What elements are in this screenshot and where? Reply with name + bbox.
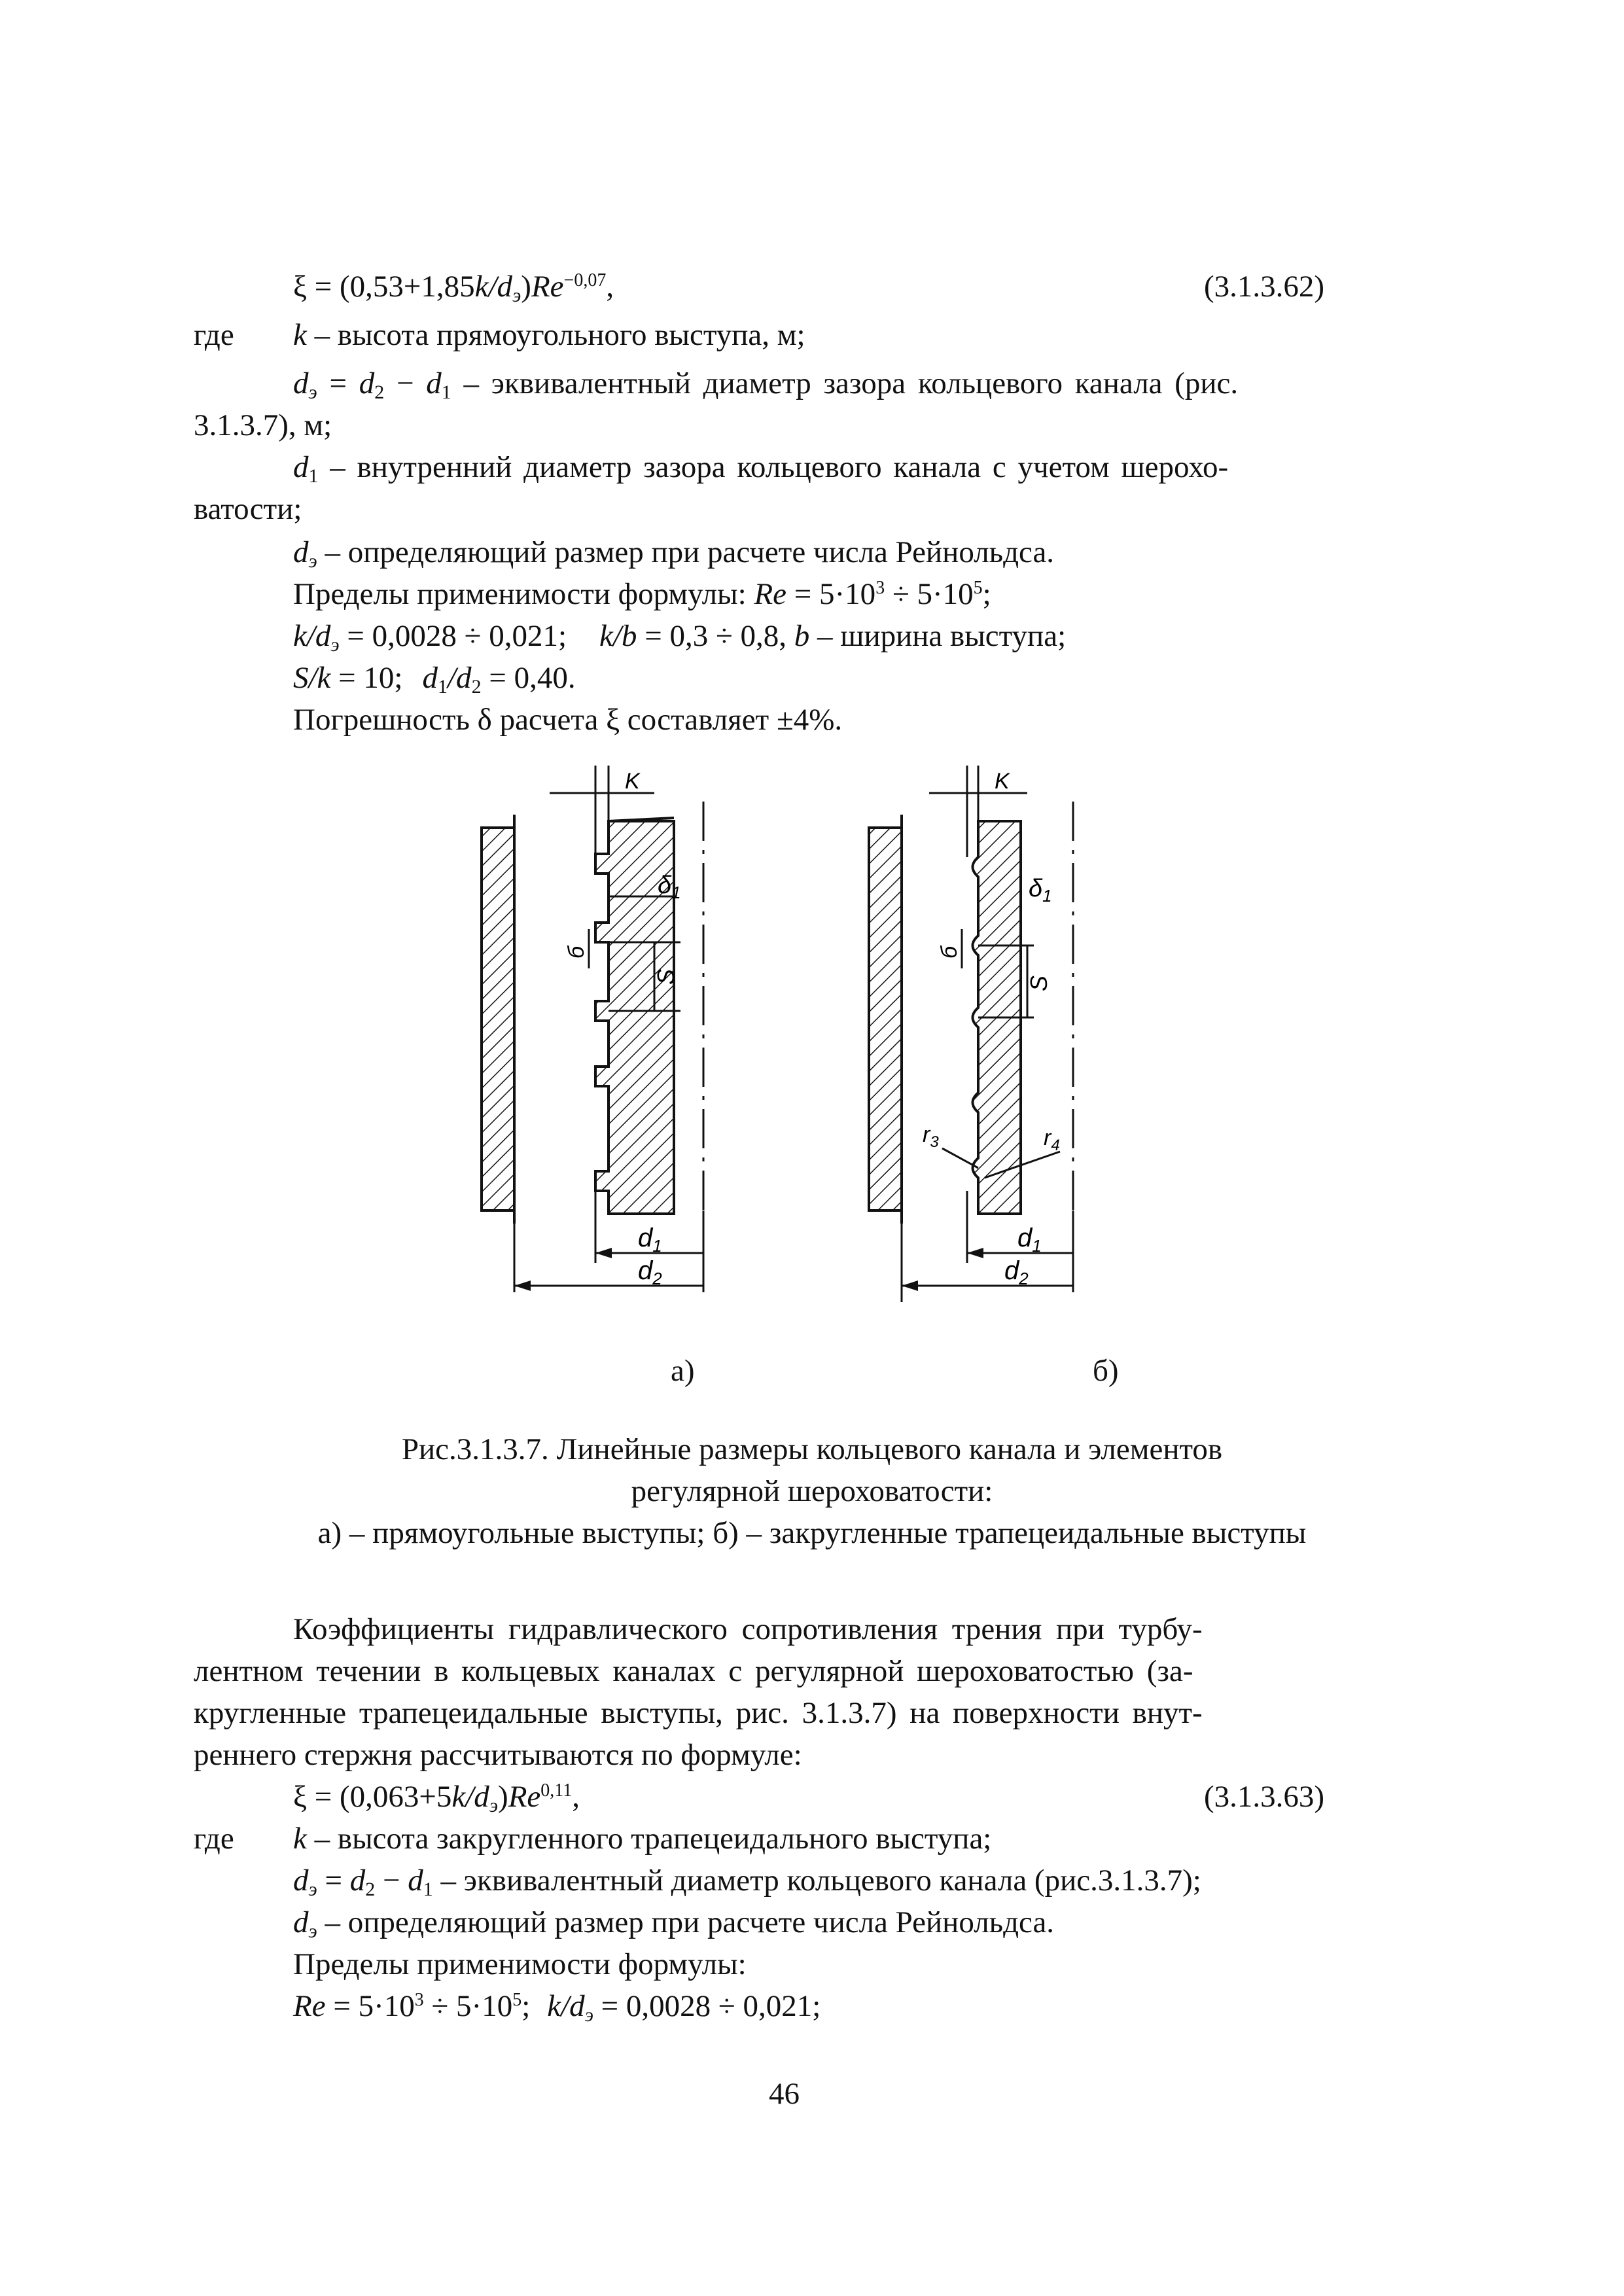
- sub-1: 1: [423, 1879, 433, 1900]
- label-k-b: K: [995, 769, 1010, 794]
- var-re: Re: [531, 270, 564, 304]
- sub-1: 1: [441, 381, 451, 403]
- panel-a-drawing: [482, 766, 703, 1292]
- exponent: 3: [875, 578, 885, 598]
- limits-label: Пределы применимости формулы:: [293, 577, 754, 611]
- label-b-a: б: [564, 945, 589, 959]
- formula-part: = (0,53+1,85: [306, 270, 475, 304]
- equation-number-62: (3.1.3.62): [1204, 270, 1325, 304]
- var-d: /d: [465, 1780, 489, 1814]
- outer-wall-a: [482, 828, 514, 1210]
- figure-caption-line2: регулярной шероховатости:: [631, 1474, 993, 1508]
- var-k: k: [451, 1780, 466, 1814]
- para2-line1: Коэффициенты гидравлического сопротивления трения при турбу-: [293, 1612, 1203, 1646]
- range-part: = 0,0028 ÷ 0,021;: [339, 619, 567, 653]
- exponent: −0,07: [563, 270, 607, 291]
- label-d2-b: $d_2$: [1004, 1256, 1029, 1288]
- def-de-2: [293, 1861, 1201, 1900]
- var-re: Re: [754, 577, 787, 611]
- eq-sign: =: [317, 366, 359, 400]
- sub-e: э: [308, 381, 317, 403]
- minus-sign: −: [384, 366, 427, 400]
- error-statement-1: Погрешность δ расчета ξ составляет ±4%.: [293, 703, 843, 737]
- var-d: d: [293, 535, 309, 569]
- label-b-b: б: [937, 945, 962, 959]
- outer-wall-b: [869, 828, 902, 1210]
- label-r3: $r_3$: [923, 1122, 939, 1151]
- label-d1-b: $d_1$: [1017, 1224, 1042, 1256]
- var-sk: S/k: [293, 661, 331, 695]
- sub-e: э: [330, 634, 340, 656]
- range-part: = 5·10: [786, 577, 876, 611]
- var-k: k: [474, 270, 489, 304]
- where-label-2: где: [194, 1822, 234, 1856]
- var-d: /d: [448, 661, 472, 695]
- var-d: /d: [488, 270, 513, 304]
- range-part: = 0,3 ÷ 0,8,: [637, 619, 794, 653]
- range-part: = 0,0028 ÷ 0,021;: [593, 1989, 821, 2023]
- exponent: 3: [414, 1990, 424, 2010]
- def-text: – эквивалентный диаметр кольцевого канала (рис.3.1.3.7);: [432, 1863, 1201, 1898]
- var-d: d: [293, 450, 309, 484]
- var-kd: k/d: [293, 619, 331, 653]
- range-part: ;: [521, 1989, 531, 2023]
- para2-line4: реннего стержня рассчитываются по формуле:: [194, 1738, 802, 1772]
- def-d1-1-cont: ватости;: [194, 492, 302, 526]
- formula-part: ): [498, 1780, 508, 1814]
- var-b: b: [794, 619, 810, 653]
- sub-2: 2: [365, 1879, 376, 1900]
- para2-line2: лентном течении в кольцевых каналах с регулярной шероховатостью (за-: [194, 1654, 1193, 1688]
- sub-2: 2: [471, 676, 482, 698]
- where-label-1: где: [194, 318, 234, 352]
- page-number: 46: [769, 2077, 800, 2111]
- para2-line3: кругленные трапецеидальные выступы, рис. 3.1.3.7) на поверхности внут-: [194, 1696, 1203, 1730]
- sub-2: 2: [374, 381, 385, 403]
- range-part: = 5·10: [325, 1989, 415, 2023]
- sub-e: э: [308, 1879, 317, 1900]
- formula-part: ,: [572, 1780, 580, 1814]
- equation-number-63: (3.1.3.63): [1204, 1780, 1325, 1814]
- limits-label-2: Пределы применимости формулы:: [293, 1947, 747, 1981]
- label-k-a: K: [625, 769, 640, 794]
- range-part: ÷ 5·10: [885, 577, 974, 611]
- label-s-a: S: [652, 968, 679, 985]
- var-d: d: [349, 1863, 366, 1898]
- var-d: d: [293, 1863, 309, 1898]
- var-re: Re: [508, 1780, 541, 1814]
- var-kb: k/b: [599, 619, 637, 653]
- var-d: d: [359, 366, 375, 400]
- range-part: ÷ 5·10: [423, 1989, 513, 2023]
- label-delta1-a: $\delta_1$: [658, 872, 681, 902]
- var-d: d: [293, 1905, 309, 1939]
- def-text: – определяющий размер при расчете числа Рейнольдса.: [317, 535, 1055, 569]
- arrowhead: [967, 1248, 983, 1258]
- var-k: k: [293, 318, 307, 352]
- xi-symbol: ξ: [293, 1780, 307, 1814]
- def-text: – ширина выступа;: [809, 619, 1067, 653]
- exponent: 5: [973, 578, 983, 598]
- subfigure-b-label: б): [1093, 1354, 1119, 1388]
- def-dr-2: [293, 1903, 1054, 1942]
- figure-caption-line1: Рис.3.1.3.7. Линейные размеры кольцевого канала и элементов: [401, 1432, 1223, 1466]
- var-k: k: [293, 1822, 307, 1856]
- label-r4: $r_4$: [1044, 1125, 1060, 1154]
- label-s-b: S: [1025, 975, 1052, 991]
- def-k-2: [293, 1819, 991, 1858]
- leader-r3: [942, 1148, 978, 1168]
- arrowhead: [595, 1248, 612, 1258]
- subfigure-a-label: а): [671, 1354, 695, 1388]
- formula-part: = (0,063+5: [306, 1780, 452, 1814]
- sub-1: 1: [308, 465, 319, 487]
- def-text: – высота прямоугольного выступа, м;: [306, 318, 805, 352]
- figure-caption-line3: а) – прямоугольные выступы; б) – закругленные трапецеидальные выступы: [317, 1516, 1307, 1550]
- def-de-1-cont: 3.1.3.7), м;: [194, 408, 332, 442]
- range-part: ;: [982, 577, 991, 611]
- formula-3-1-3-63: [293, 1777, 580, 1816]
- def-text: – высота закругленного трапецеидального выступа;: [306, 1822, 992, 1856]
- sub-1: 1: [438, 676, 448, 698]
- var-d: d: [293, 366, 309, 400]
- range-part: = 0,40.: [481, 661, 576, 695]
- var-d: d: [422, 661, 438, 695]
- exponent: 0,11: [540, 1780, 573, 1801]
- var-d: d: [426, 366, 442, 400]
- label-d1-a: $d_1$: [638, 1224, 662, 1256]
- def-text: – определяющий размер при расчете числа Рейнольдса.: [317, 1905, 1055, 1939]
- formula-part: ): [521, 270, 531, 304]
- var-kd: k/d: [547, 1989, 585, 2023]
- panel-b-drawing: [869, 766, 1073, 1302]
- exponent: 5: [512, 1990, 522, 2010]
- sub-e: э: [584, 2004, 593, 2026]
- sub-e: э: [308, 1920, 317, 1942]
- var-re: Re: [293, 1989, 326, 2023]
- def-text: – внутренний диаметр зазора кольцевого канала с учетом шерохо-: [318, 450, 1229, 484]
- formula-part: ,: [606, 270, 614, 304]
- label-d2-a: $d_2$: [638, 1256, 662, 1288]
- eq-sign: =: [317, 1863, 350, 1898]
- limits-2: [293, 1987, 821, 2026]
- minus-sign: −: [375, 1863, 408, 1898]
- label-delta1-b: $\delta_1$: [1029, 875, 1052, 906]
- range-part: = 10;: [330, 661, 403, 695]
- sub-e: э: [308, 550, 317, 572]
- sub-e: э: [489, 1795, 499, 1816]
- sub-e: э: [512, 285, 521, 306]
- var-d: d: [408, 1863, 423, 1898]
- xi-symbol: ξ: [293, 270, 307, 304]
- arrowhead: [902, 1280, 918, 1291]
- arrowhead: [514, 1280, 531, 1291]
- def-text: – эквивалентный диаметр зазора кольцевого канала (рис.: [451, 366, 1239, 400]
